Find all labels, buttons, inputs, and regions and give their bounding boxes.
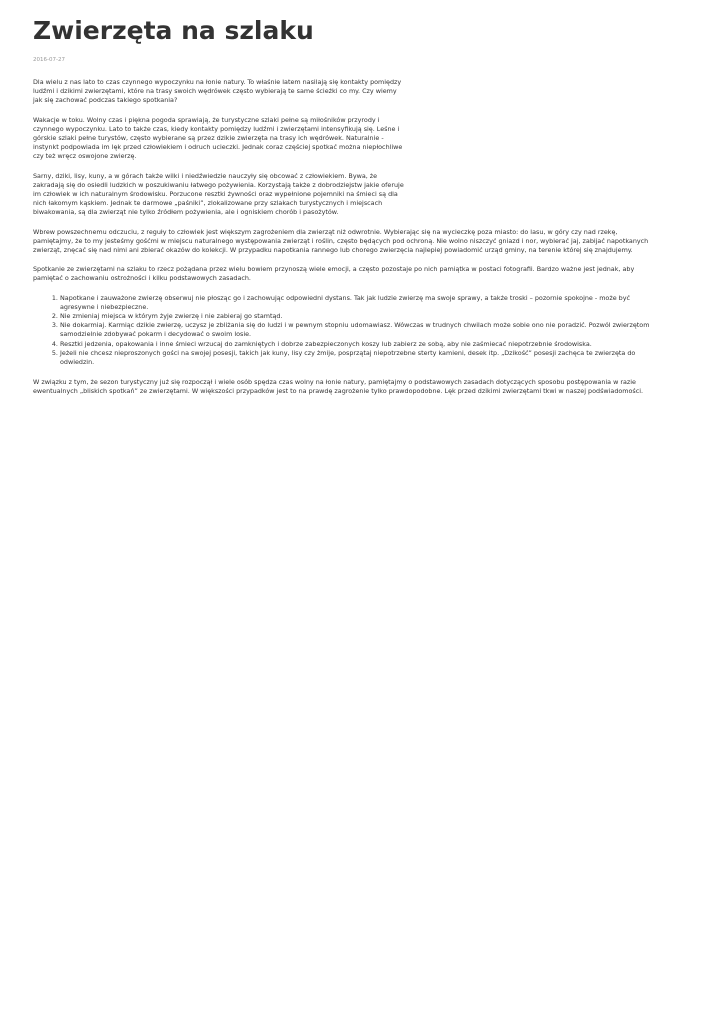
list-item: 2. Nie zmieniaj miejsca w którym żyje zwierzę i nie zabieraj go stamtąd. [60, 312, 650, 321]
list-item: 4. Resztki jedzenia, opakowania i inne śmieci wrzucaj do zamkniętych i dobrze zabezpieczonych koszy lub zabierz ze sobą, aby nie zaśmiecać niepotrzebnie środowiska. [60, 340, 650, 349]
paragraph-closing: W związku z tym, że sezon turystyczny już się rozpoczął i wiele osób spędza czas wolny na łonie natury, pamiętajmy o podstawowych zasadach dotyczących sposobu postępowania w razie ewentualnych „bliskich spotkań” ze zwierzętami. W większości przypadków jest to na prawdę zagrożenie tylko prawdopodobne. Lęk przed dzikimi zwierzętami tkwi w naszej podświadomości. [33, 378, 644, 396]
list-item: 1. Napotkane i zauważone zwierzę obserwuj nie płosząc go i zachowując odpowiedni dystans. Tak jak ludzie zwierzę ma swoje sprawy, a także troski – pozornie spokojne - może być agresywne i niebezpieczne. [60, 294, 650, 312]
paragraph-wild-animals: Sarny, dziki, lisy, kuny, a w górach także wilki i niedźwiedzie nauczyły się obcować z człowiekiem. Bywa, że zakradają się do osiedli ludzkich w poszukiwaniu łatwego pożywienia. Korzystają także z dobrodziejstw jakie oferuje im człowiek w ich naturalnym środowisku. Porzucone resztki żywności oraz wypełnione pojemniki na śmieci są dla nich łakomym kąskiem. Jednak te darmowe „paśniki”, zlokalizowane przy szlakach turystycznych i miejscach biwakowania, są dla zwierząt nie tylko źródłem pożywienia, ale i ogniskiem chorób i pasożytów. [33, 171, 404, 217]
article-date: 2016-07-27 [33, 57, 65, 63]
list-item: 5. Jeżeli nie chcesz nieproszonych gości na swojej posesji, takich jak kuny, lisy czy żmije, posprzątaj niepotrzebne sterty kamieni, desek itp. „Dzikość” posesji zachęca te zwierzęta do odwiedzin. [60, 349, 650, 367]
article-page [33, 0, 658, 407]
paragraph-holidays: Wakacje w toku. Wolny czas i piękna pogoda sprawiają, że turystyczne szlaki pełne są miłośników przyrody i czynnego wypoczynku. Lato to także czas, kiedy kontakty pomiędzy ludźmi i zwierzętami intensyfikują się. Leśne i górskie szlaki pełne turystów, często wybierane są przez dzikie zwierzęta na trasy ich wędrówek. Naturalnie - instynkt podpowiada im lęk przed człowiekiem i odruch ucieczki. Jednak coraz częściej spotkać można niepłochliwe czy też wręcz oswojone zwierzę. [33, 115, 403, 161]
paragraph-encounter: Spotkanie ze zwierzętami na szlaku to rzecz pożądana przez wielu bowiem przynoszą wiele emocji, a często pozostaje po nich pamiątka w postaci fotografii. Bardzo ważne jest jednak, aby pamiętać o zachowaniu ostrożności i kilku podstawowych zasadach. [33, 265, 635, 283]
paragraph-human-threat: Wbrew powszechnemu odczuciu, z reguły to człowiek jest większym zagrożeniem dla zwierząt niż odwrotnie. Wybierając się na wycieczkę poza miasto: do lasu, w góry czy nad rzekę, pamiętajmy, że to my jesteśmy gośćmi w miejscu naturalnego występowania zwierząt i roślin, często będących pod ochroną. Nie wolno niszczyć gniazd i nor, wybierać jaj, zabijać napotkanych zwierząt, znęcać się nad nimi ani zbierać okazów do kolekcji. W przypadku napotkania rannego lub chorego zwierzęcia najlepiej powiadomić urząd gminy, na terenie której się znajdujemy. [33, 227, 649, 255]
safety-rules-list [33, 294, 650, 368]
article-body [33, 78, 658, 397]
paragraph-intro: Dla wielu z nas lato to czas czynnego wypoczynku na łonie natury. To właśnie latem nasilają się kontakty pomiędzy ludźmi i dzikimi zwierzętami, które na trasy swoich wędrówek często wybierają te same ścieżki co my. Czy wiemy jak się zachować podczas takiego spotkania? [33, 78, 402, 105]
article-title: Zwierzęta na szlaku [33, 16, 314, 45]
list-item: 3. Nie dokarmiaj. Karmiąc dzikie zwierzę, uczysz je zbliżania się do ludzi i w pewnym stopniu udomawiasz. Wówczas w trudnych chwilach może sobie ono nie poradzić. Pozwól zwierzętom samodzielnie zdobywać pokarm i decydować o swoim losie. [60, 321, 650, 339]
